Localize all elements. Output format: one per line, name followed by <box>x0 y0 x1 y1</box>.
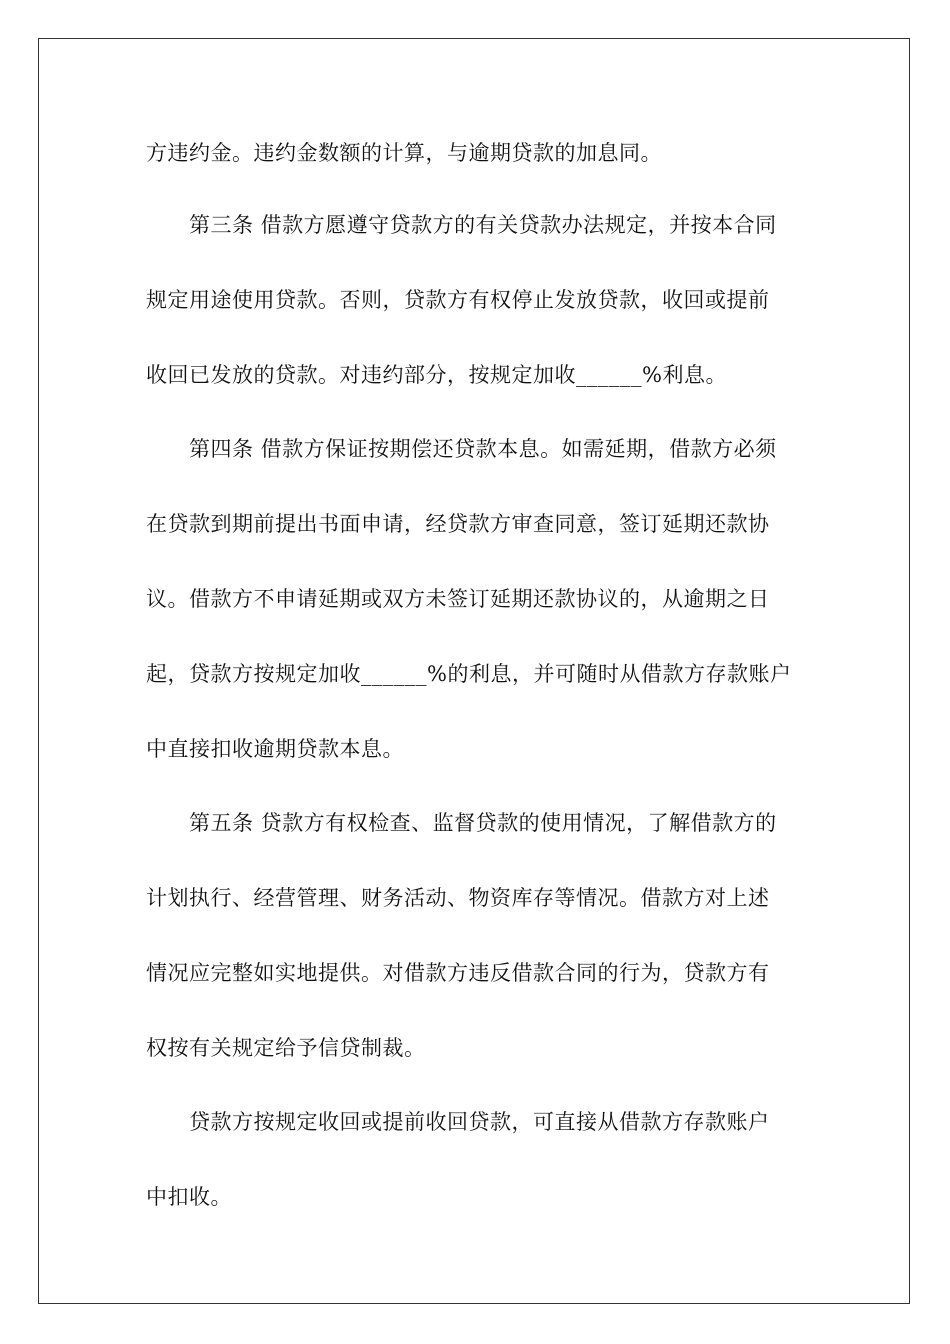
article-3-heading-line: 第三条 借款方愿遵守贷款方的有关贷款办法规定，并按本合同 <box>189 213 777 237</box>
text-line: 计划执行、经营管理、财务活动、物资库存等情况。借款方对上述 <box>146 886 770 910</box>
text-line: 方违约金。违约金数额的计算，与逾期贷款的加息同。 <box>146 141 662 165</box>
text-line: 在贷款到期前提出书面申请，经贷款方审查同意，签订延期还款协 <box>146 512 770 536</box>
article-4-heading-line: 第四条 借款方保证按期偿还贷款本息。如需延期，借款方必须 <box>189 437 777 461</box>
text-line: 起，贷款方按规定加收______%的利息，并可随时从借款方存款账户 <box>146 662 792 686</box>
text-line: 收回已发放的贷款。对违约部分，按规定加收______%利息。 <box>146 363 727 387</box>
text-line: 中直接扣收逾期贷款本息。 <box>146 737 404 761</box>
text-line: 中扣收。 <box>146 1185 232 1209</box>
paragraph-line: 贷款方按规定收回或提前收回贷款，可直接从借款方存款账户 <box>189 1110 770 1134</box>
text-line: 情况应完整如实地提供。对借款方违反借款合同的行为，贷款方有 <box>146 961 770 985</box>
article-5-heading-line: 第五条 贷款方有权检查、监督贷款的使用情况，了解借款方的 <box>189 811 777 835</box>
text-line: 议。借款方不申请延期或双方未签订延期还款协议的，从逾期之日 <box>146 587 770 611</box>
text-line: 权按有关规定给予信贷制裁。 <box>146 1036 426 1060</box>
text-line: 规定用途使用贷款。否则，贷款方有权停止发放贷款，收回或提前 <box>146 288 770 312</box>
